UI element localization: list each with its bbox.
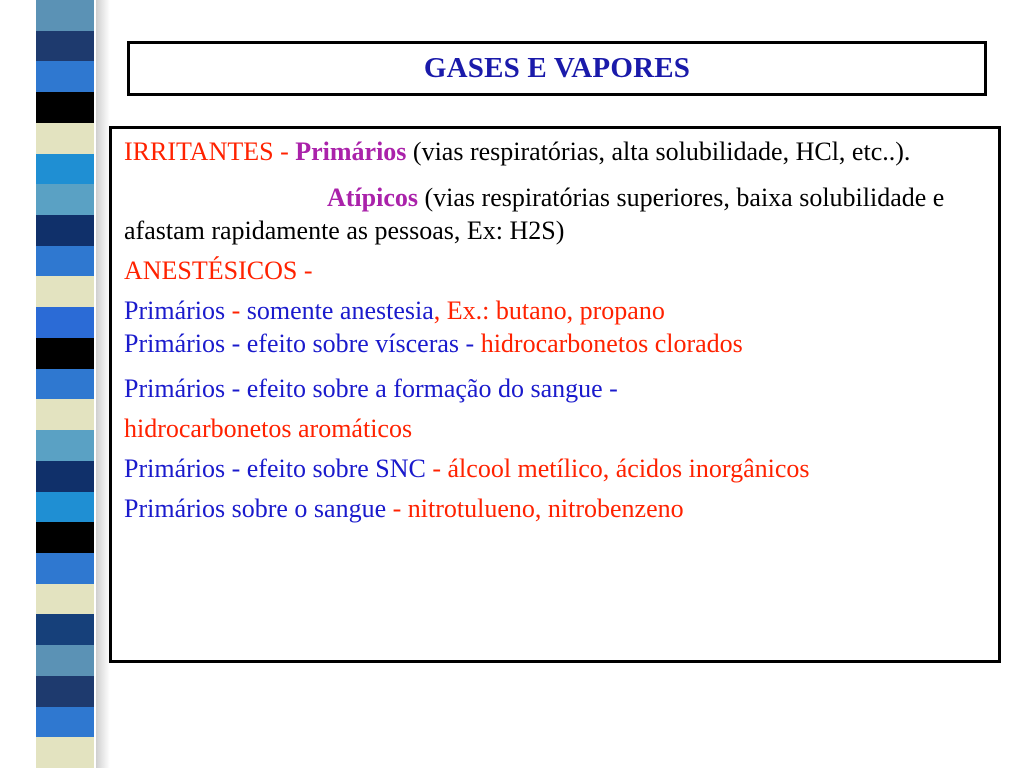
stripe-band [36,430,94,461]
item-example: , Ex.: butano, propano [433,296,665,325]
atipicos-text: (vias respiratórias superiores, baixa solubilidade e afastam rapidamente as pessoas, Ex: H2S) [124,183,945,245]
atipicos-label: Atípicos [327,183,418,212]
stripe-band [36,492,94,523]
item-example: hidrocarbonetos clorados [480,329,743,358]
anestesico-item-4 [124,449,986,489]
stripe-band [36,676,94,707]
stripe-band [36,92,94,123]
stripe-band [36,553,94,584]
irritantes-label: IRRITANTES - [124,137,296,166]
stripe-band [36,584,94,615]
stripe-band [36,522,94,553]
stripe-band [36,31,94,62]
content-box [109,126,1001,663]
item-prefix: Primários - efeito sobre a formação do sangue [124,374,603,403]
stripe-band [36,338,94,369]
item-prefix: Primários - efeito sobre vísceras [124,329,460,358]
stripe-band [36,399,94,430]
item-example: nitrotulueno, nitrobenzeno [407,494,684,523]
stripe-band [36,154,94,185]
item-example: álcool metílico, ácidos inorgânicos [447,454,810,483]
item-separator: - [225,296,247,325]
stripe-band [36,307,94,338]
stripe-band [36,61,94,92]
slide-title: GASES E VAPORES [423,52,691,84]
item-separator: - [602,374,618,403]
title-box [127,41,987,96]
irritantes-atipicos [124,181,986,247]
primarios-label: Primários [295,137,407,166]
decorative-stripe [36,0,94,768]
stripe-band [36,737,94,768]
item-prefix: Primários sobre o sangue [124,494,387,523]
item-separator: - [386,494,408,523]
anestesicos-label: ANESTÉSICOS - [124,256,313,285]
item-separator: - [425,454,448,483]
anestesico-item-3 [124,369,986,449]
stripe-band [36,276,94,307]
anestesico-item-1 [124,294,986,327]
stripe-band [36,614,94,645]
item-prefix: Primários [124,296,226,325]
stripe-band [36,369,94,400]
item-prefix: Primários - efeito sobre SNC [124,454,426,483]
primarios-text: (vias respiratórias, alta solubilidade, HCl, etc..). [406,137,911,166]
stripe-band [36,645,94,676]
anestesico-item-2 [124,327,986,360]
stripe-band [36,461,94,492]
stripe-band [36,184,94,215]
stripe-shadow [96,0,110,768]
item-separator: - [459,329,481,358]
item-desc: somente anestesia [246,296,434,325]
stripe-band [36,246,94,277]
stripe-band [36,215,94,246]
item-example: hidrocarbonetos aromáticos [124,414,413,443]
anestesico-item-5 [124,489,986,529]
stripe-band [36,0,94,31]
stripe-band [36,707,94,738]
stripe-band [36,123,94,154]
irritantes-primarios [124,135,986,168]
